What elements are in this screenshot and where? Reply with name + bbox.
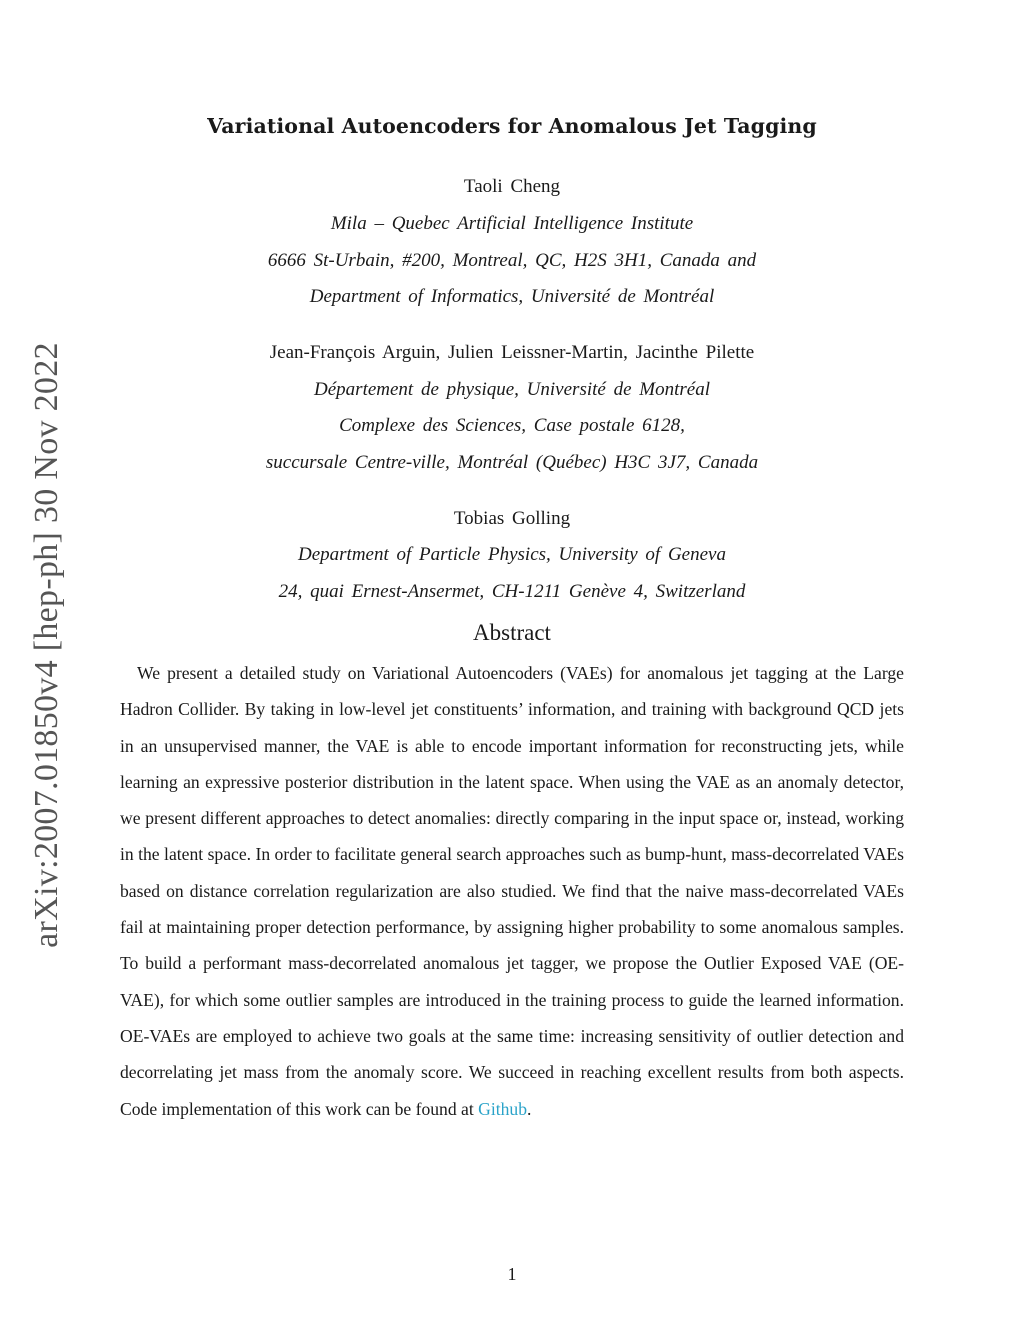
paper-title: Variational Autoencoders for Anomalous Jet Tagging: [207, 114, 817, 138]
affiliation-2-line-2: Complexe des Sciences, Case postale 6128,: [339, 415, 685, 436]
page-number: 1: [507, 1264, 517, 1284]
author-name-1: Taoli Cheng: [463, 176, 561, 197]
abstract-heading: Abstract: [473, 620, 551, 645]
abstract-end-punct: .: [527, 1098, 532, 1119]
arxiv-identifier-stamp: arXiv:2007.01850v4 [hep-ph] 30 Nov 2022: [28, 342, 65, 948]
affiliation-2-line-3: succursale Centre-ville, Montréal (Québec) H3C 3J7, Canada: [265, 452, 759, 473]
affiliation-3-line-1: Department of Particle Physics, University of Geneva: [298, 544, 726, 565]
affiliation-1-line-3: Department of Informatics, Université de Montréal: [309, 286, 715, 307]
github-link[interactable]: Github: [478, 1098, 528, 1119]
affiliation-2-line-1: Département de physique, Université de Montréal: [314, 379, 710, 400]
abstract-body: [120, 655, 904, 1127]
author-name-2: Jean-François Arguin, Julien Leissner-Martin, Jacinthe Pilette: [269, 342, 755, 363]
affiliation-1-line-1: Mila – Quebec Artificial Intelligence Institute: [330, 213, 694, 234]
author-name-3: Tobias Golling: [453, 508, 571, 529]
affiliation-1-line-2: 6666 St-Urbain, #200, Montreal, QC, H2S 3H1, Canada and: [267, 250, 757, 271]
affiliation-3-line-2: 24, quai Ernest-Ansermet, CH-1211 Genève 4, Switzerland: [278, 581, 746, 602]
abstract-text: We present a detailed study on Variational Autoencoders (VAEs) for anomalous jet tagging at the Large Hadron Collider. By taking in low-level jet constituents’ information, and training with background QCD jets in an unsupervised manner, the VAE is able to encode important information for reconstructing jets, while learning an expressive posterior distribution in the latent space. When using the VAE as an anomaly detector, we present different approaches to detect anomalies: directly comparing in the input space or, instead, working in the latent space. In order to facilitate general search approaches such as bump-hunt, mass-decorrelated VAEs based on distance correlation regularization are also studied. We find that the naive mass-decorrelated VAEs fail at maintaining proper detection performance, by assigning higher probability to some anomalous samples. To build a performant mass-decorrelated anomalous jet tagger, we propose the Outlier Exposed VAE (OE-VAE), for which some outlier samples are introduced in the training process to guide the learned information. OE-VAEs are employed to achieve two goals at the same time: increasing sensitivity of outlier detection and decorrelating jet mass from the anomaly score. We succeed in reaching excellent results from both aspects. Code implementation of this work can be found at: [120, 663, 904, 1119]
